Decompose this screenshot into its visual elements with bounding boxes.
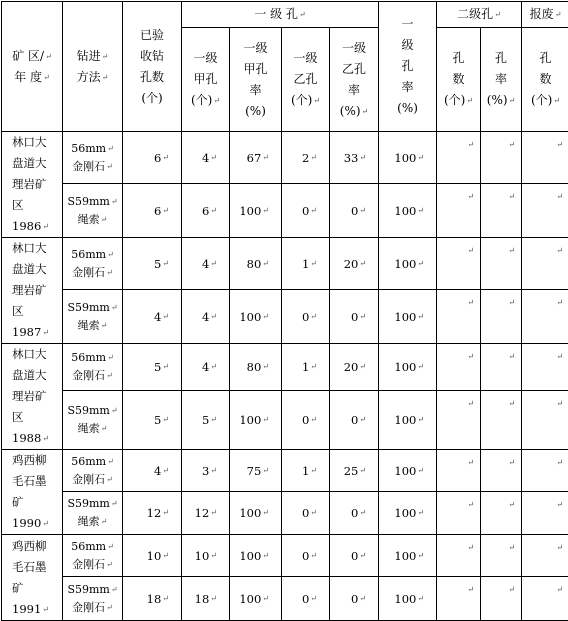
table-row [2,344,568,391]
g1-a-rate-cell: 100 ↵ [230,184,282,238]
accepted-holes-cell: 4 ↵ [123,450,182,492]
g1-b-rate-cell: 0 ↵ [330,391,379,450]
header-g2-count: 孔 数 (个) ↵ [437,28,481,132]
table-header [2,2,568,132]
g1-a-rate-cell: 80 ↵ [230,344,282,391]
drill-method-cell: 56mm ↵ 金刚石 ↵ [63,450,123,492]
g1-b-count-cell: 1 ↵ [282,450,330,492]
mine-area-cell: 林口大 盘道大 理岩矿 区 1987 ↵ [2,238,63,344]
drill-method-cell: S59mm ↵ 金刚石 ↵ [63,577,123,621]
g1-total-rate-cell: 100 ↵ [379,184,437,238]
scrap-count-cell [522,492,568,535]
header-accepted-holes: 已验 收钻 孔数 (个) [123,2,182,132]
g2-count-cell [437,450,481,492]
g2-rate-cell [481,450,522,492]
g1-total-rate-cell: 100 ↵ [379,535,437,577]
g1-total-rate-cell: 100 ↵ [379,238,437,290]
table-row [2,450,568,492]
mine-area-cell: 林口大 盘道大 理岩矿 区 1986 ↵ [2,132,63,238]
drill-method-cell: S59mm ↵ 绳索 ↵ [63,290,123,344]
g1-b-rate-cell: 0 ↵ [330,184,379,238]
g1-total-rate-cell: 100 ↵ [379,577,437,621]
drill-method-cell: 56mm ↵ 金刚石 ↵ [63,344,123,391]
drilling-quality-table [1,1,568,621]
g1-b-rate-cell: 25 ↵ [330,450,379,492]
g1-a-count-cell: 4 ↵ [182,132,230,184]
g1-total-rate-cell: 100 ↵ [379,344,437,391]
g1-total-rate-cell: 100 ↵ [379,132,437,184]
g2-count-cell [437,290,481,344]
mine-area-cell: 鸡西柳 毛石墨 矿 1991 ↵ [2,535,63,621]
g2-count-cell [437,492,481,535]
g1-a-count-cell: 4 ↵ [182,344,230,391]
g1-b-count-cell: 0 ↵ [282,577,330,621]
g1-a-rate-cell: 100 ↵ [230,535,282,577]
header-g1-b-count: 一级 乙孔 (个) ↵ [282,28,330,132]
g1-total-rate-cell: 100 ↵ [379,492,437,535]
scrap-count-cell [522,535,568,577]
scrap-count-cell [522,290,568,344]
g2-count-cell [437,344,481,391]
drill-method-cell: 56mm ↵ 金刚石 ↵ [63,535,123,577]
header-grade1-total-rate: 一 级 孔 率 (%) [379,2,437,132]
g2-rate-cell [481,391,522,450]
g1-b-rate-cell: 0 ↵ [330,535,379,577]
g2-count-cell [437,132,481,184]
scrap-count-cell [522,577,568,621]
table-body [2,132,568,621]
g1-b-count-cell: 0 ↵ [282,184,330,238]
g1-b-rate-cell: 0 ↵ [330,290,379,344]
g1-b-count-cell: 0 ↵ [282,391,330,450]
g2-rate-cell [481,535,522,577]
accepted-holes-cell: 12 ↵ [123,492,182,535]
g1-a-count-cell: 4 ↵ [182,290,230,344]
g1-total-rate-cell: 100 ↵ [379,290,437,344]
accepted-holes-cell: 4 ↵ [123,290,182,344]
g1-b-count-cell: 0 ↵ [282,535,330,577]
g2-rate-cell [481,238,522,290]
accepted-holes-cell: 6 ↵ [123,132,182,184]
g1-b-count-cell: 1 ↵ [282,238,330,290]
g1-a-count-cell: 18 ↵ [182,577,230,621]
g1-a-rate-cell: 67 ↵ [230,132,282,184]
mine-area-cell: 林口大 盘道大 理岩矿 区 1988 ↵ [2,344,63,450]
g1-b-count-cell: 1 ↵ [282,344,330,391]
g1-a-count-cell: 4 ↵ [182,238,230,290]
table-row [2,391,568,450]
g1-total-rate-cell: 100 ↵ [379,391,437,450]
g1-b-rate-cell: 20 ↵ [330,344,379,391]
g1-a-rate-cell: 100 ↵ [230,391,282,450]
g1-a-rate-cell: 100 ↵ [230,492,282,535]
header-grade1-group: 一 级 孔 ↵ [182,2,379,28]
g1-a-count-cell: 5 ↵ [182,391,230,450]
drill-method-cell: S59mm ↵ 绳索 ↵ [63,184,123,238]
drill-method-cell: S59mm ↵ 绳索 ↵ [63,391,123,450]
g1-a-rate-cell: 75 ↵ [230,450,282,492]
accepted-holes-cell: 18 ↵ [123,577,182,621]
table-row [2,184,568,238]
header-scrap-group: 报废 ↵ [522,2,568,28]
table-row [2,577,568,621]
table-row [2,238,568,290]
g1-b-rate-cell: 33 ↵ [330,132,379,184]
mine-area-cell: 鸡西柳 毛石墨 矿 1990 ↵ [2,450,63,535]
g2-rate-cell [481,492,522,535]
g1-b-rate-cell: 20 ↵ [330,238,379,290]
g1-a-count-cell: 12 ↵ [182,492,230,535]
scrap-count-cell [522,450,568,492]
g1-a-count-cell: 6 ↵ [182,184,230,238]
drill-method-cell: 56mm ↵ 金刚石 ↵ [63,238,123,290]
header-drill-method: 钻进 ↵ 方法 ↵ [63,2,123,132]
drill-method-cell: S59mm ↵ 绳索 ↵ [63,492,123,535]
header-g1-a-rate: 一级 甲孔 率 (%) [230,28,282,132]
scrap-count-cell [522,238,568,290]
g2-count-cell [437,184,481,238]
scrap-count-cell [522,184,568,238]
accepted-holes-cell: 5 ↵ [123,391,182,450]
g1-b-count-cell: 0 ↵ [282,290,330,344]
g2-count-cell [437,391,481,450]
g1-a-rate-cell: 100 ↵ [230,577,282,621]
accepted-holes-cell: 10 ↵ [123,535,182,577]
g2-count-cell [437,577,481,621]
header-g2-rate: 孔 率 (%) ↵ [481,28,522,132]
g2-rate-cell [481,290,522,344]
header-g1-a-count: 一级 甲孔 (个) ↵ [182,28,230,132]
g2-rate-cell [481,344,522,391]
scrap-count-cell [522,132,568,184]
accepted-holes-cell: 5 ↵ [123,238,182,290]
g1-a-rate-cell: 80 ↵ [230,238,282,290]
g1-a-count-cell: 3 ↵ [182,450,230,492]
g1-a-count-cell: 10 ↵ [182,535,230,577]
header-g1-b-rate: 一级 乙孔 率 (%) ↵ [330,28,379,132]
g2-rate-cell [481,132,522,184]
g1-total-rate-cell: 100 ↵ [379,450,437,492]
g1-b-rate-cell: 0 ↵ [330,577,379,621]
scrap-count-cell [522,344,568,391]
g2-count-cell [437,238,481,290]
g2-count-cell [437,535,481,577]
header-grade2-group: 二级孔 ↵ [437,2,522,28]
g1-b-count-cell: 2 ↵ [282,132,330,184]
accepted-holes-cell: 5 ↵ [123,344,182,391]
g1-b-count-cell: 0 ↵ [282,492,330,535]
g2-rate-cell [481,184,522,238]
header-mine-area: 矿 区/ ↵ 年 度 ↵ [2,2,63,132]
drill-method-cell: 56mm ↵ 金刚石 ↵ [63,132,123,184]
scrap-count-cell [522,391,568,450]
accepted-holes-cell: 6 ↵ [123,184,182,238]
g1-b-rate-cell: 0 ↵ [330,492,379,535]
header-scrap-count: 孔 数 (个) ↵ [522,28,568,132]
table-row [2,492,568,535]
g2-rate-cell [481,577,522,621]
table-row [2,290,568,344]
g1-a-rate-cell: 100 ↵ [230,290,282,344]
table-row [2,132,568,184]
table-row [2,535,568,577]
